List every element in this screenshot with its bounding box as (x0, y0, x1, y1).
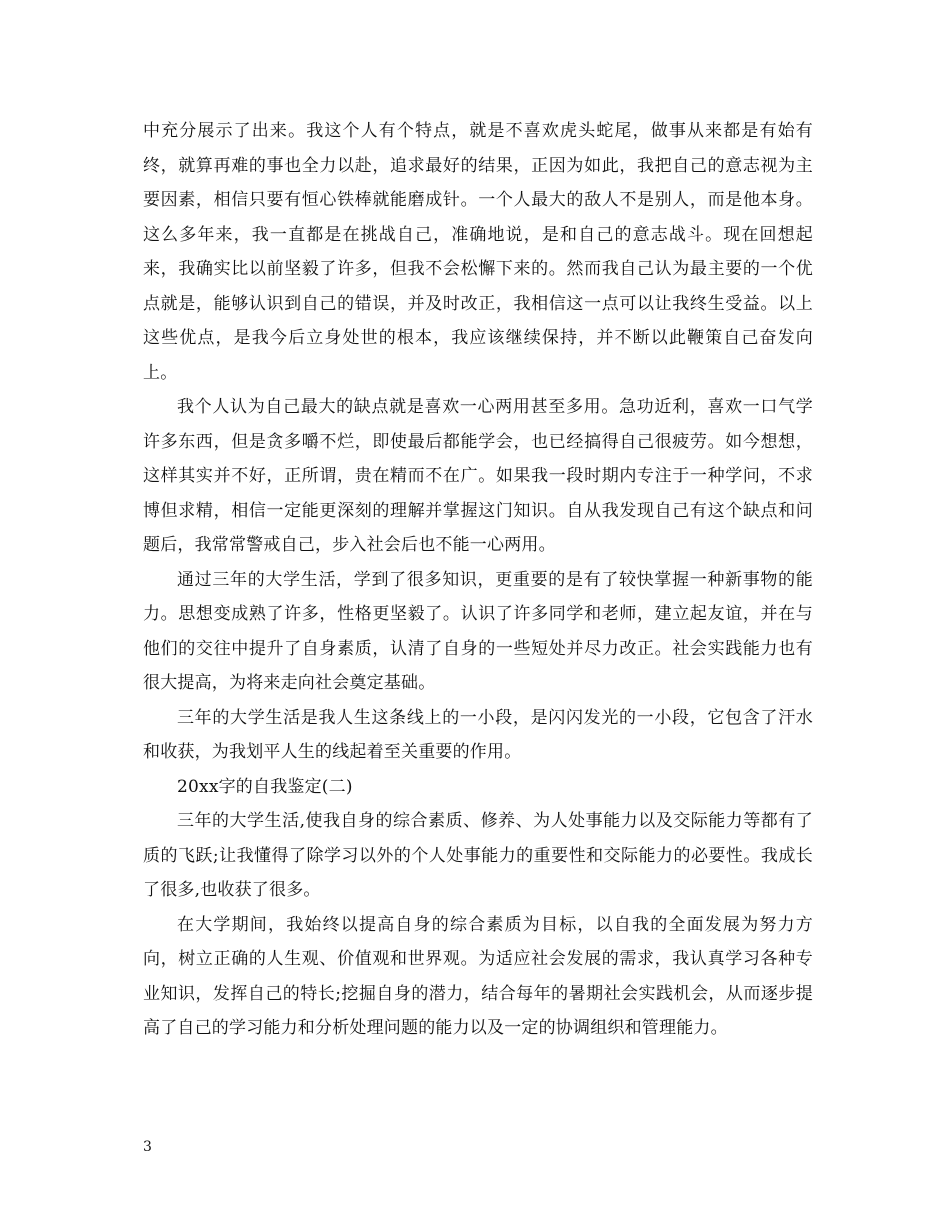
paragraph-weakness: 我个人认为自己最大的缺点就是喜欢一心两用甚至多用。急功近利，喜欢一口气学许多东西，但是贪多嚼不烂，即使最后都能学会，也已经搞得自己很疲劳。如今想想，这样其实并不好，正所谓，贵在精而不在广。如果我一段时期内专注于一种学问，不求博但求精，相信一定能更深刻的理解并掌握这门知识。自从我发现自己有这个缺点和问题后，我常常警戒自己，步入社会后也不能一心两用。 (143, 397, 813, 555)
paragraph-growth: 三年的大学生活,使我自身的综合素质、修养、为人处事能力以及交际能力等都有了质的飞跃;让我懂得了除学习以外的个人处事能力的重要性和交际能力的必要性。我成长了很多,也收获了很多。 (143, 811, 813, 900)
page-number: 3 (143, 1139, 152, 1155)
paragraph-continued: 中充分展示了出来。我这个人有个特点，就是不喜欢虎头蛇尾，做事从来都是有始有终，就算再难的事也全力以赴，追求最好的结果，正因为如此，我把自己的意志视为主要因素，相信只要有恒心铁棒就能磨成针。一个人最大的敌人不是别人，而是他本身。这么多年来，我一直都是在挑战自己，准确地说，是和自己的意志战斗。现在回想起来，我确实比以前坚毅了许多，但我不会松懈下来的。然而我自己认为最主要的一个优点就是，能够认识到自己的错误，并及时改正，我相信这一点可以让我终生受益。以上这些优点，是我今后立身处世的根本，我应该继续保持，并不断以此鞭策自己奋发向上。 (143, 121, 813, 383)
paragraph-gains: 通过三年的大学生活，学到了很多知识，更重要的是有了较快掌握一种新事物的能力。思想变成熟了许多，性格更坚毅了。认识了许多同学和老师，建立起友谊，并在与他们的交往中提升了自身素质，认清了自身的一些短处并尽力改正。社会实践能力也有很大提高，为将来走向社会奠定基础。 (143, 569, 813, 693)
paragraph-summary: 三年的大学生活是我人生这条线上的一小段，是闪闪发光的一小段，它包含了汗水和收获，为我划平人生的线起着至关重要的作用。 (143, 707, 813, 762)
section-heading: 20xx字的自我鉴定(二) (177, 776, 353, 797)
paragraph-university: 在大学期间，我始终以提高自身的综合素质为目标，以自我的全面发展为努力方向，树立正确的人生观、价值观和世界观。为适应社会发展的需求，我认真学习各种专业知识，发挥自己的特长;挖掘自身的潜力，结合每年的暑期社会实践机会，从而逐步提高了自己的学习能力和分析处理问题的能力以及一定的协调组织和管理能力。 (143, 914, 813, 1038)
document-body (143, 114, 813, 1046)
